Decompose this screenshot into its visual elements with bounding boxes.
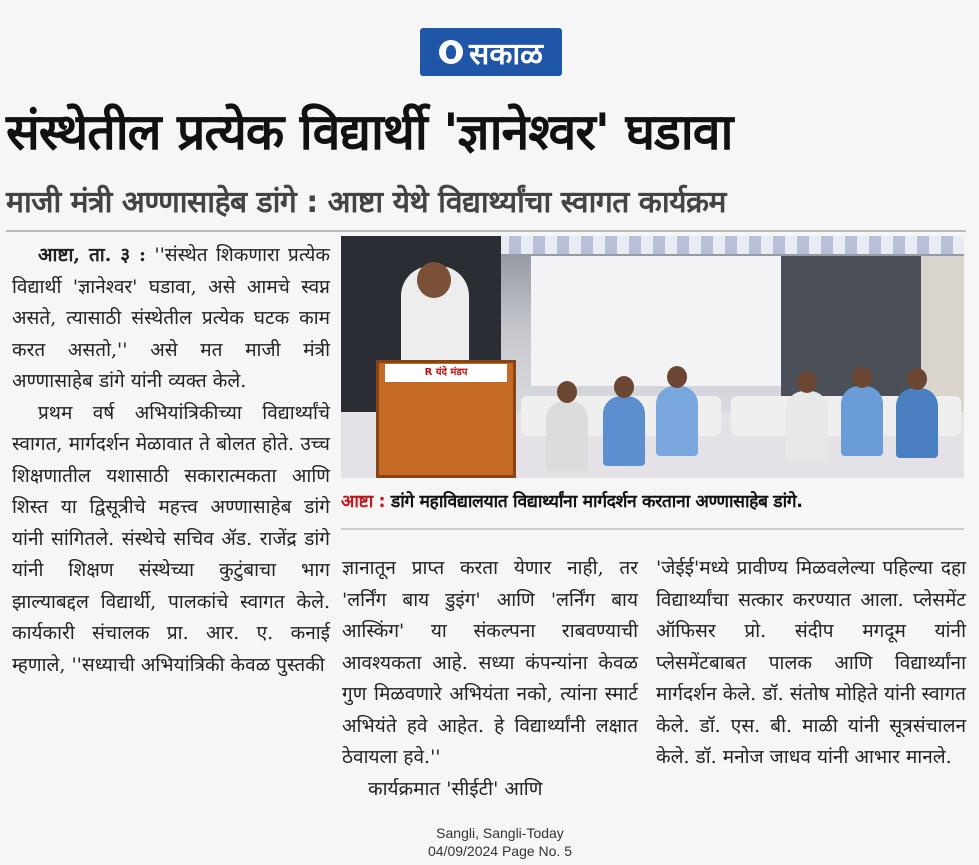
masthead-name: सकाळ (469, 36, 543, 72)
article-column-2 (342, 553, 638, 805)
divider (341, 528, 964, 530)
edition-label: Sangli, Sangli-Today (436, 825, 564, 841)
article-subheadline: माजी मंत्री अण्णासाहेब डांगे : आष्टा येथे विद्यार्थ्यांचा स्वागत कार्यक्रम (6, 185, 726, 220)
article-column-3 (656, 553, 966, 774)
article-paragraph: कार्यक्रमात 'सीईटी' आणि (368, 777, 543, 800)
caption-place: आष्टा : (341, 492, 386, 512)
article-headline: संस्थेतील प्रत्येक विद्यार्थी 'ज्ञानेश्वर' घडावा (6, 103, 733, 161)
caption-text: डांगे महाविद्यालयात विद्यार्थ्यांना मार्गदर्शन करताना अण्णासाहेब डांगे. (385, 492, 803, 512)
date-page-label: 04/09/2024 Page No. 5 (427, 843, 572, 859)
dateline: आष्टा, ता. ३ : (38, 244, 147, 266)
article-paragraph: प्रथम वर्ष अभियांत्रिकीच्या विद्यार्थ्यांचे स्वागत, मार्गदर्शन मेळावात ते बोलत होते. उच्च शिक्षणातील यशासाठी सकारात्मकता आणि शिस्त या द्विसूत्रीचे महत्त्व अण्णासाहेब डांगे यांनी सांगितले. संस्थेचे सचिव ॲड. राजेंद्र डांगे यांनी शिक्षण संस्थेच्या कुटुंबाचा भाग झाल्याबद्दल विद्यार्थी, पालकांचे स्वागत केले. कार्यकारी संचालक प्रा. आर. ए. कनाई म्हणाले, ''सध्याची अभियांत्रिकी केवळ पुस्तकी (12, 401, 330, 676)
masthead-logo (420, 28, 562, 76)
clipping-footer (380, 824, 620, 864)
photo-caption (341, 482, 964, 522)
article-paragraph (12, 240, 330, 398)
paragraph-text: ''संस्थेत शिकणारा प्रत्येक विद्यार्थी 'ज्ञानेश्वर' घडावा, असे आमचे स्वप्न असते, त्यासाठी संस्थेतील प्रत्येक घटक काम करत असतो,'' असे मत माजी मंत्री अण्णासाहेब डांगे यांनी व्यक्त केले. (12, 244, 330, 392)
sakal-logo-icon (439, 40, 463, 64)
article-paragraph: 'जेईई'मध्ये प्रावीण्य मिळवलेल्या पहिल्या दहा विद्यार्थ्यांचा सत्कार करण्यात आला. प्लेसमेंट ऑफिसर प्रो. संदीप मगदूम यांनी प्लेसमेंटबाबत पालक आणि विद्यार्थ्यांना मार्गदर्शन केले. डॉ. संतोष मोहिते यांनी स्वागत केले. डॉ. एस. बी. माळी यांनी सूत्रसंचालन केले. डॉ. मनोज जाधव यांनी आभार मानले. (656, 557, 966, 768)
podium-sign: R यंदे मंडप (385, 364, 507, 382)
article-column-1 (12, 240, 330, 681)
event-photo (341, 236, 964, 478)
article-paragraph: ज्ञानातून प्राप्त करता येणार नाही, तर 'लर्निंग बाय डुइंग' आणि 'लर्निंग बाय आस्किंग' या संकल्पना राबवण्याची आवश्यकता आहे. सध्या कंपन्यांना केवळ गुण मिळवणारे अभियंता नको, त्यांना स्मार्ट अभियंते हवे आहेत. हे विद्यार्थ्यांनी लक्षात ठेवायला हवे.'' (342, 557, 638, 768)
divider (6, 230, 966, 232)
